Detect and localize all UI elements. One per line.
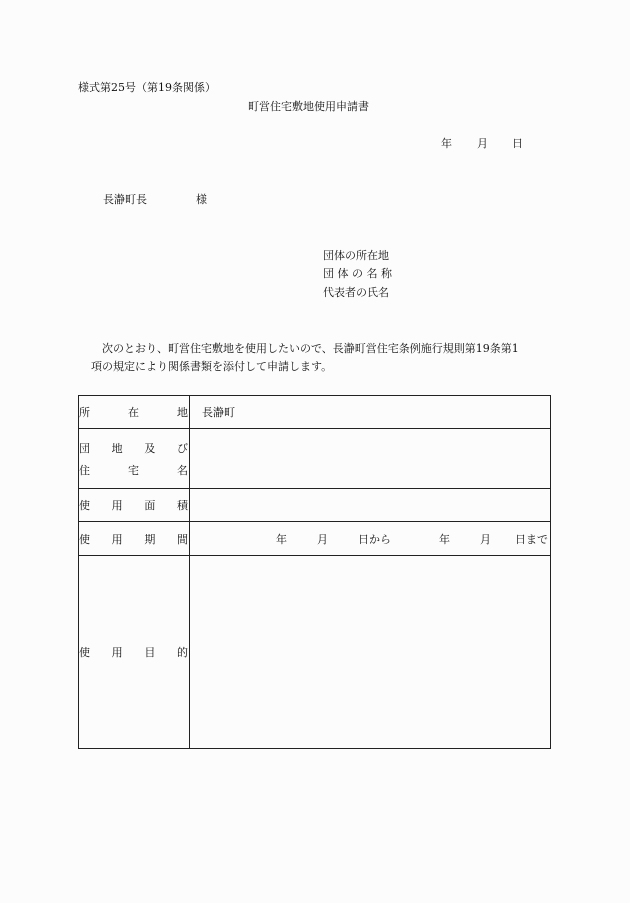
row-period bbox=[79, 522, 551, 556]
addressee-name: 長瀞町長 bbox=[103, 193, 147, 206]
applicant-location-label: 団体の所在地 bbox=[323, 249, 389, 262]
value-period[interactable]: 年 月 日から 年 月 日まで bbox=[190, 522, 551, 556]
label-area: 使 用 面 積 bbox=[79, 489, 190, 522]
row-purpose bbox=[79, 556, 551, 749]
applicant-name-label: 団 体 の 名 称 bbox=[323, 267, 392, 280]
label-purpose: 使 用 目 的 bbox=[79, 556, 190, 749]
row-housing bbox=[79, 429, 551, 489]
applicant-representative-label: 代表者の氏名 bbox=[323, 286, 389, 299]
label-housing: 団 地 及 び 住 宅 名 bbox=[79, 429, 190, 489]
location-value: 長瀞町 bbox=[202, 406, 235, 419]
application-table bbox=[78, 395, 551, 749]
body-text-line-1: 次のとおり、町営住宅敷地を使用したいので、長瀞町営住宅条例施行規則第19条第1 bbox=[102, 342, 519, 355]
date-month: 月 bbox=[477, 137, 488, 150]
value-location[interactable] bbox=[190, 396, 551, 429]
form-number: 様式第25号（第19条関係） bbox=[78, 81, 216, 94]
label-location: 所 在 地 bbox=[79, 396, 190, 429]
row-area bbox=[79, 489, 551, 522]
body-text-line-2: 項の規定により関係書類を添付して申請します。 bbox=[91, 360, 333, 373]
document-title: 町営住宅敷地使用申請書 bbox=[248, 100, 369, 113]
value-purpose[interactable] bbox=[190, 556, 551, 749]
date-year: 年 bbox=[441, 137, 452, 150]
value-housing[interactable] bbox=[190, 429, 551, 489]
row-location bbox=[79, 396, 551, 429]
label-period: 使 用 期 間 bbox=[79, 522, 190, 556]
date-day: 日 bbox=[512, 137, 523, 150]
addressee-honorific: 様 bbox=[196, 193, 207, 206]
value-area[interactable] bbox=[190, 489, 551, 522]
